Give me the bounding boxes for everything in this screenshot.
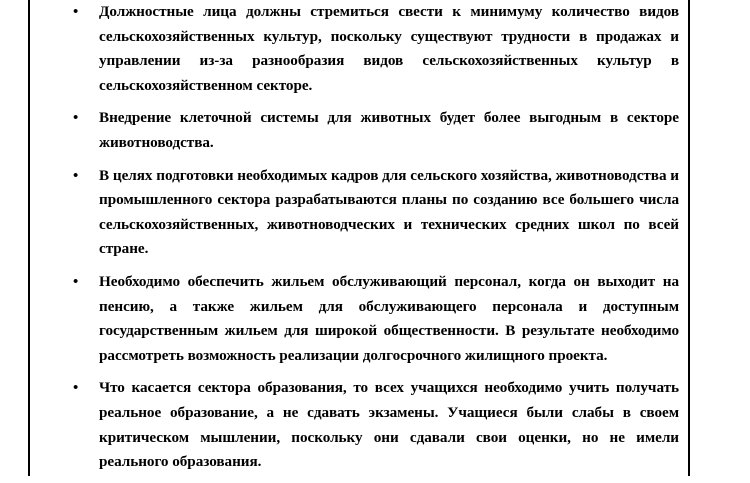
- bullet-icon: •: [73, 380, 79, 397]
- paragraph-text: Что касается сектора образования, то всех учащихся необходимо учить получать реальное образование, а не сдавать экзамены. Учащиеся были слабы в своем критическом мышлении, поскольку они сдавали свои оценки, но не имели реального образования.: [99, 379, 679, 471]
- paragraph-text: Внедрение клеточной системы для животных будет более выгодным в секторе животноводства.: [99, 109, 679, 151]
- page-frame: [28, 0, 690, 476]
- bullet-icon: •: [73, 167, 79, 184]
- paragraph-text: Должностные лица должны стремиться свести к минимуму количество видов сельскохозяйственных культур, поскольку существуют трудности в продажах и управлении из-за разнообразия видов сельскохозяйственных культур в сельскохозяйственном секторе.: [99, 3, 679, 94]
- list-item: [30, 164, 692, 262]
- bullet-icon: •: [73, 110, 79, 127]
- paragraph-text: Необходимо обеспечить жильем обслуживающий персонал, когда он выходит на пенсию, а также жильем для обслуживающего персонала и доступным государственным жильем для широкой общественности. В результате необходимо рассмотреть возможность реализации долгосрочного жилищного проекта.: [99, 272, 679, 364]
- bullet-icon: •: [73, 273, 79, 290]
- bullet-icon: •: [73, 4, 79, 20]
- list-item: [30, 0, 692, 98]
- paragraph-text: В целях подготовки необходимых кадров для сельского хозяйства, животноводства и промышленного сектора разрабатываются планы по созданию все большего числа сельскохозяйственных, животноводческих и технических средних школ по всей стране.: [99, 166, 679, 258]
- bullet-list: [30, 0, 692, 483]
- list-item: [30, 106, 692, 155]
- list-item: [30, 270, 692, 368]
